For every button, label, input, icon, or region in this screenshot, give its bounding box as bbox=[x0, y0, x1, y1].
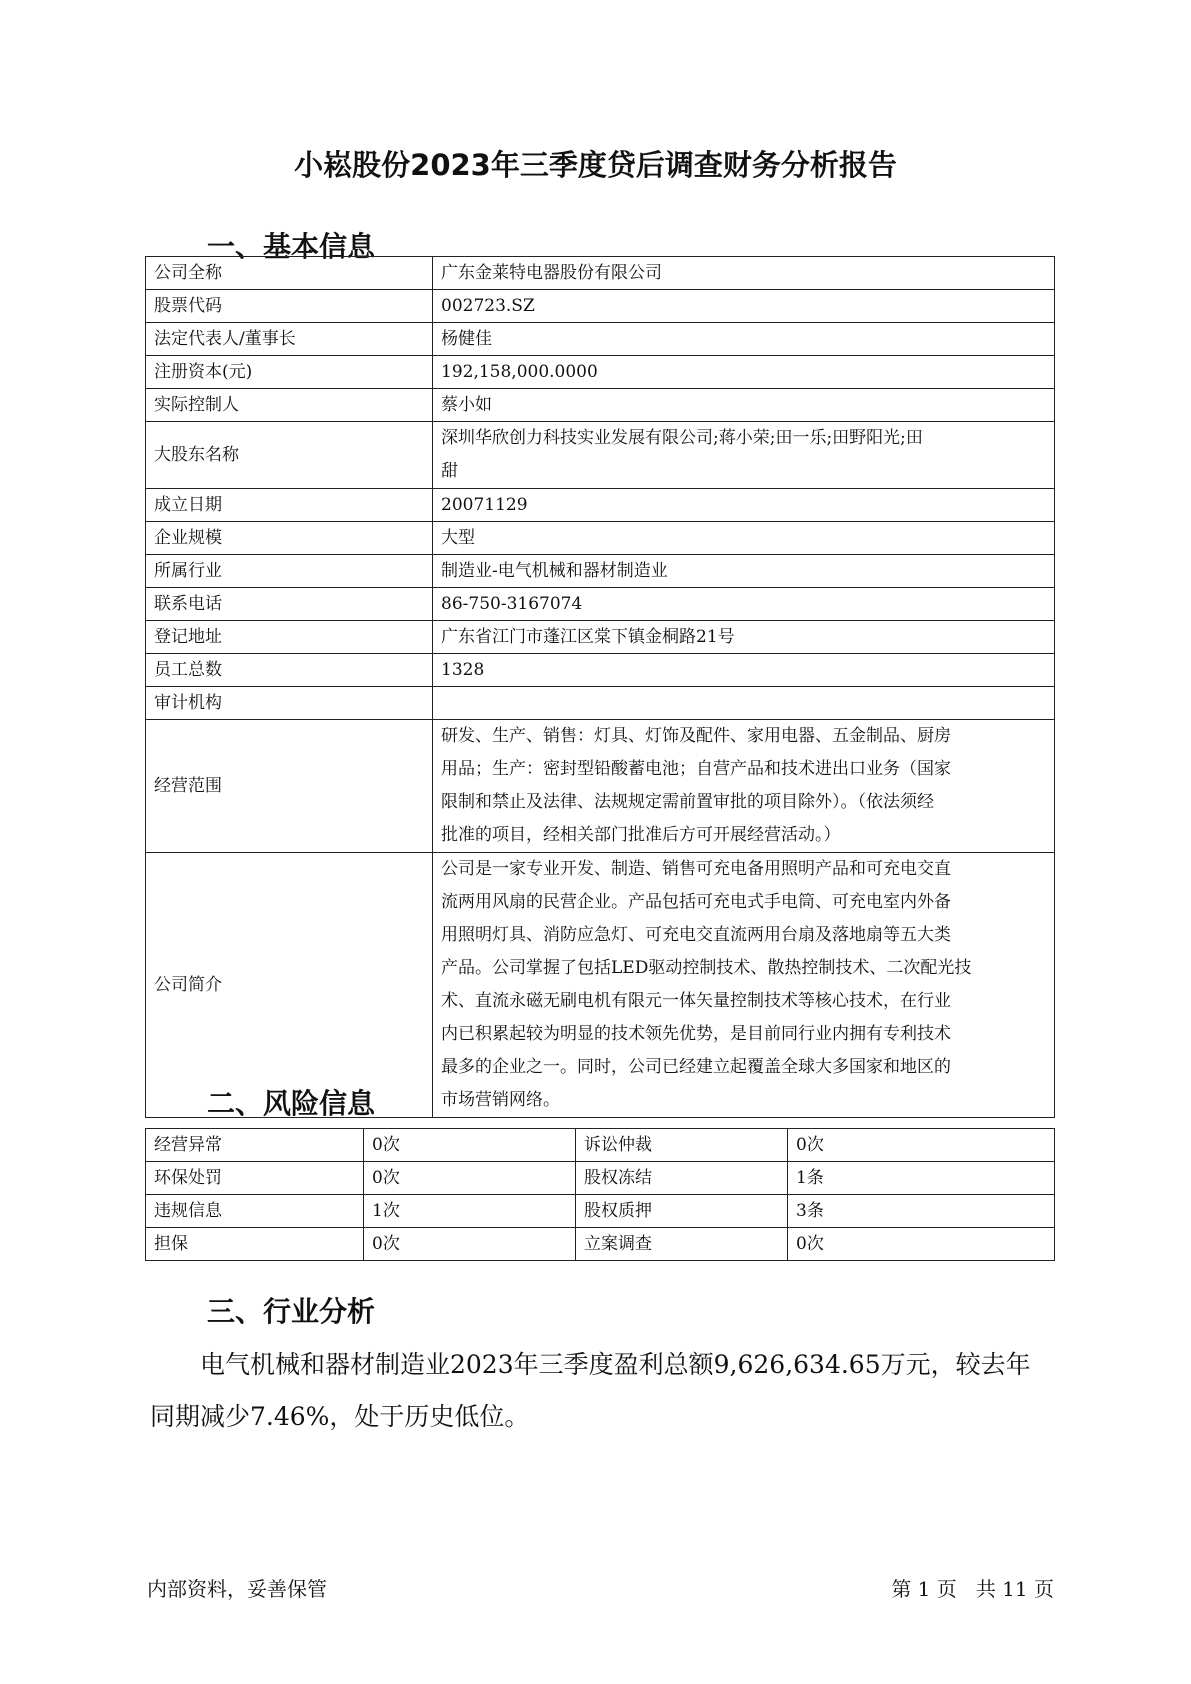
row-value: 深圳华欣创力科技实业发展有限公司;蒋小荣;田一乐;田野阳光;田 甜 bbox=[433, 422, 1055, 489]
row-label: 审计机构 bbox=[146, 687, 433, 720]
report-title: 小崧股份2023年三季度贷后调查财务分析报告 bbox=[294, 148, 897, 182]
risk-value: 0次 bbox=[364, 1228, 576, 1261]
risk-value: 0次 bbox=[364, 1162, 576, 1195]
row-value: 制造业-电气机械和器材制造业 bbox=[433, 555, 1055, 588]
footer-page-number: 第 1 页 共 11 页 bbox=[891, 1577, 1054, 1601]
row-label: 经营范围 bbox=[146, 720, 433, 853]
table-row bbox=[146, 290, 1055, 323]
table-row bbox=[146, 356, 1055, 389]
risk-value: 0次 bbox=[788, 1228, 1055, 1261]
risk-value: 0次 bbox=[364, 1129, 576, 1162]
row-value: 大型 bbox=[433, 522, 1055, 555]
row-label: 登记地址 bbox=[146, 621, 433, 654]
risk-value: 1条 bbox=[788, 1162, 1055, 1195]
row-label: 企业规模 bbox=[146, 522, 433, 555]
table-row bbox=[146, 1195, 1055, 1228]
table-row bbox=[146, 588, 1055, 621]
row-value: 86-750-3167074 bbox=[433, 588, 1055, 621]
table-row bbox=[146, 621, 1055, 654]
footer-confidential-note: 内部资料，妥善保管 bbox=[147, 1577, 327, 1601]
risk-value: 0次 bbox=[788, 1129, 1055, 1162]
row-value: 公司是一家专业开发、制造、销售可充电备用照明产品和可充电交直 流两用风扇的民营企业。产品包括可充电式手电筒、可充电室内外备 用照明灯具、消防应急灯、可充电交直流两用台扇及落地扇等五大类 产品。公司掌握了包括LED驱动控制技术、散热控制技术、二次配光技 术、直流永磁无刷电机有限元一体矢量控制技术等核心技术，在行业 内已积累起较为明显的技术领先优势，是目前同行业内拥有专利技术 最多的企业之一。同时，公司已经建立起覆盖全球大多国家和地区的 市场营销网络。 bbox=[433, 853, 1055, 1118]
risk-label: 违规信息 bbox=[146, 1195, 364, 1228]
row-value: 20071129 bbox=[433, 489, 1055, 522]
table-row bbox=[146, 1129, 1055, 1162]
table-row bbox=[146, 654, 1055, 687]
table-row bbox=[146, 1228, 1055, 1261]
row-value: 蔡小如 bbox=[433, 389, 1055, 422]
risk-value: 3条 bbox=[788, 1195, 1055, 1228]
risk-label: 股权质押 bbox=[576, 1195, 788, 1228]
table-row bbox=[146, 257, 1055, 290]
risk-info-table bbox=[145, 1128, 1055, 1261]
risk-label: 立案调查 bbox=[576, 1228, 788, 1261]
row-value: 杨健佳 bbox=[433, 323, 1055, 356]
table-row bbox=[146, 720, 1055, 853]
table-row bbox=[146, 555, 1055, 588]
row-value bbox=[433, 687, 1055, 720]
row-label: 员工总数 bbox=[146, 654, 433, 687]
table-row bbox=[146, 853, 1055, 1118]
row-value: 002723.SZ bbox=[433, 290, 1055, 323]
risk-label: 诉讼仲裁 bbox=[576, 1129, 788, 1162]
section-heading-risk-info: 二、风险信息 bbox=[207, 1087, 376, 1120]
risk-label: 股权冻结 bbox=[576, 1162, 788, 1195]
risk-label: 经营异常 bbox=[146, 1129, 364, 1162]
row-value: 研发、生产、销售：灯具、灯饰及配件、家用电器、五金制品、厨房 用品；生产：密封型铅酸蓄电池；自营产品和技术进出口业务（国家 限制和禁止及法律、法规规定需前置审批的项目除外）。（依法须经 批准的项目，经相关部门批准后方可开展经营活动。） bbox=[433, 720, 1055, 853]
risk-label: 环保处罚 bbox=[146, 1162, 364, 1195]
row-label: 所属行业 bbox=[146, 555, 433, 588]
row-label: 联系电话 bbox=[146, 588, 433, 621]
row-value: 广东省江门市蓬江区棠下镇金桐路21号 bbox=[433, 621, 1055, 654]
table-row bbox=[146, 323, 1055, 356]
row-label: 股票代码 bbox=[146, 290, 433, 323]
table-row bbox=[146, 389, 1055, 422]
row-label: 法定代表人/董事长 bbox=[146, 323, 433, 356]
row-label: 实际控制人 bbox=[146, 389, 433, 422]
row-label: 成立日期 bbox=[146, 489, 433, 522]
section-heading-basic-info: 一、基本信息 bbox=[207, 230, 376, 263]
industry-analysis-paragraph: 电气机械和器材制造业2023年三季度盈利总额9,626,634.65万元，较去年同期减少7.46%，处于历史低位。 bbox=[150, 1350, 1031, 1431]
row-value: 广东金莱特电器股份有限公司 bbox=[433, 257, 1055, 290]
row-label: 公司全称 bbox=[146, 257, 433, 290]
risk-label: 担保 bbox=[146, 1228, 364, 1261]
row-label: 大股东名称 bbox=[146, 422, 433, 489]
risk-value: 1次 bbox=[364, 1195, 576, 1228]
row-label: 注册资本(元) bbox=[146, 356, 433, 389]
basic-info-table bbox=[145, 256, 1055, 1118]
table-row bbox=[146, 687, 1055, 720]
table-row bbox=[146, 522, 1055, 555]
row-value: 1328 bbox=[433, 654, 1055, 687]
section-heading-industry-analysis: 三、行业分析 bbox=[207, 1295, 376, 1328]
table-row bbox=[146, 422, 1055, 489]
row-label: 公司简介 bbox=[146, 853, 433, 1118]
table-row bbox=[146, 489, 1055, 522]
row-value: 192,158,000.0000 bbox=[433, 356, 1055, 389]
table-row bbox=[146, 1162, 1055, 1195]
